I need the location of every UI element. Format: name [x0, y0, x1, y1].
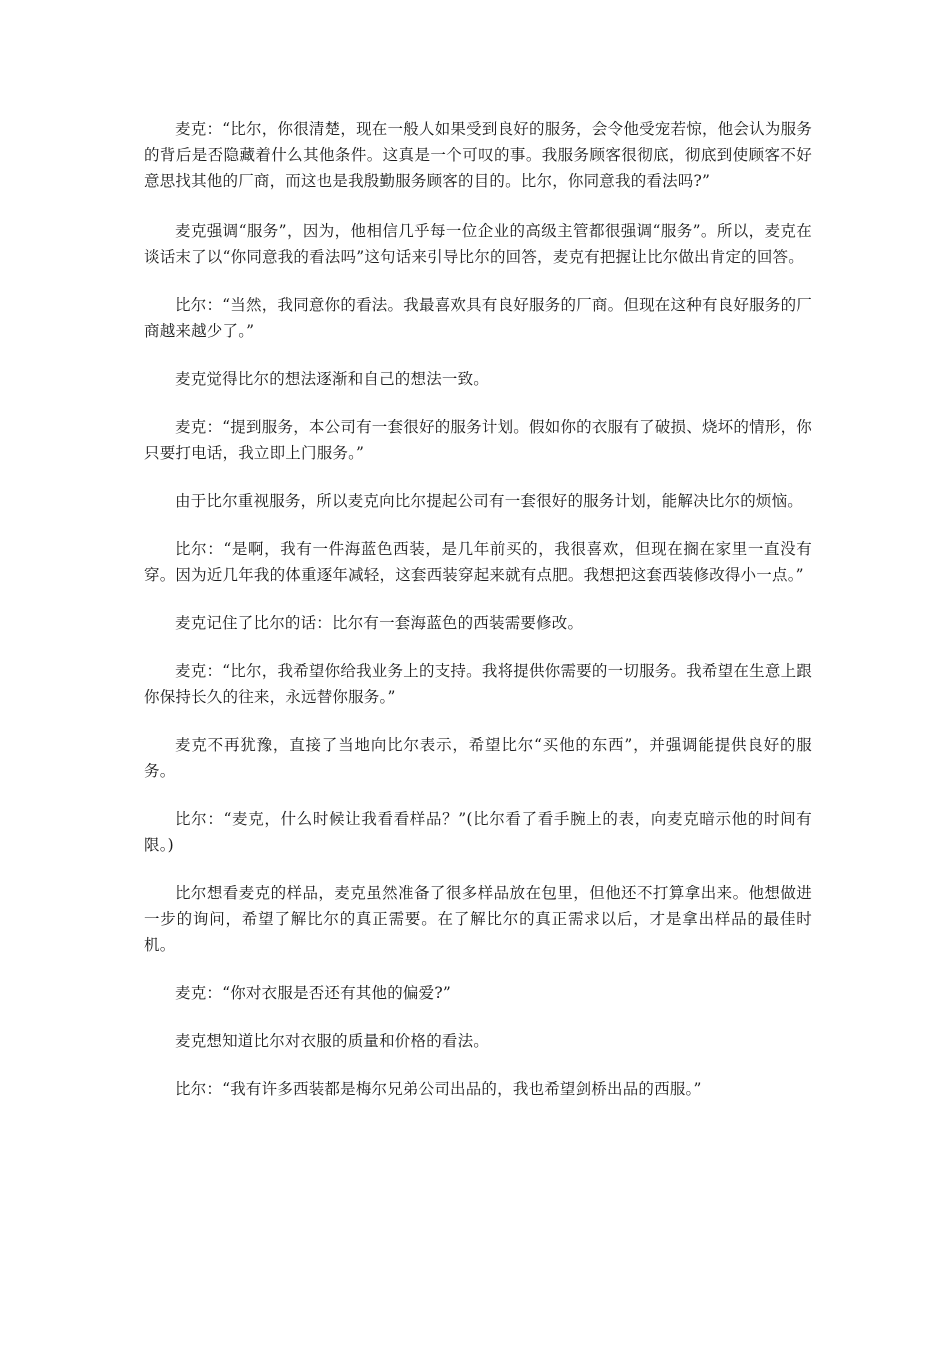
paragraph: 比尔：“麦克，什么时候让我看看样品？”(比尔看了看手腕上的表，向麦克暗示他的时间有限。): [144, 810, 812, 854]
paragraph: 麦克不再犹豫，直接了当地向比尔表示，希望比尔“买他的东西”，并强调能提供良好的服务。: [144, 736, 812, 780]
document-body: [144, 116, 812, 1124]
paragraph: 麦克：“比尔，你很清楚，现在一般人如果受到良好的服务，会令他受宠若惊，他会认为服务的背后是否隐藏着什么其他条件。这真是一个可叹的事。我服务顾客很彻底，彻底到使顾客不好意思找其他的厂商，而这也是我殷勤服务顾客的目的。比尔，你同意我的看法吗?”: [144, 120, 812, 190]
paragraph: 麦克想知道比尔对衣服的质量和价格的看法。: [175, 1032, 490, 1050]
paragraph: 麦克：“比尔，我希望你给我业务上的支持。我将提供你需要的一切服务。我希望在生意上跟你保持长久的往来，永远替你服务。”: [144, 662, 812, 706]
paragraph: 比尔想看麦克的样品，麦克虽然准备了很多样品放在包里，但他还不打算拿出来。他想做进一步的询问，希望了解比尔的真正需要。在了解比尔的真正需求以后，才是拿出样品的最佳时机。: [144, 884, 812, 954]
paragraph: 比尔：“是啊，我有一件海蓝色西装，是几年前买的，我很喜欢，但现在搁在家里一直没有穿。因为近几年我的体重逐年减轻，这套西装穿起来就有点肥。我想把这套西装修改得小一点。”: [144, 540, 812, 584]
paragraph: 比尔：“当然，我同意你的看法。我最喜欢具有良好服务的厂商。但现在这种有良好服务的厂商越来越少了。”: [144, 296, 812, 340]
paragraph: 麦克：“提到服务，本公司有一套很好的服务计划。假如你的衣服有了破损、烧坏的情形，你只要打电话，我立即上门服务。”: [144, 418, 812, 462]
paragraph: 由于比尔重视服务，所以麦克向比尔提起公司有一套很好的服务计划，能解决比尔的烦恼。: [175, 492, 804, 510]
paragraph: 麦克：“你对衣服是否还有其他的偏爱?”: [175, 984, 451, 1002]
paragraph: 麦克强调“服务”，因为，他相信几乎每一位企业的高级主管都很强调“服务”。所以，麦克在谈话末了以“你同意我的看法吗”这句话来引导比尔的回答，麦克有把握让比尔做出肯定的回答。: [144, 222, 812, 266]
paragraph: 比尔：“我有许多西装都是梅尔兄弟公司出品的，我也希望剑桥出品的西服。”: [175, 1080, 702, 1098]
paragraph: 麦克觉得比尔的想法逐渐和自己的想法一致。: [175, 370, 490, 388]
paragraph: 麦克记住了比尔的话：比尔有一套海蓝色的西装需要修改。: [175, 614, 584, 632]
